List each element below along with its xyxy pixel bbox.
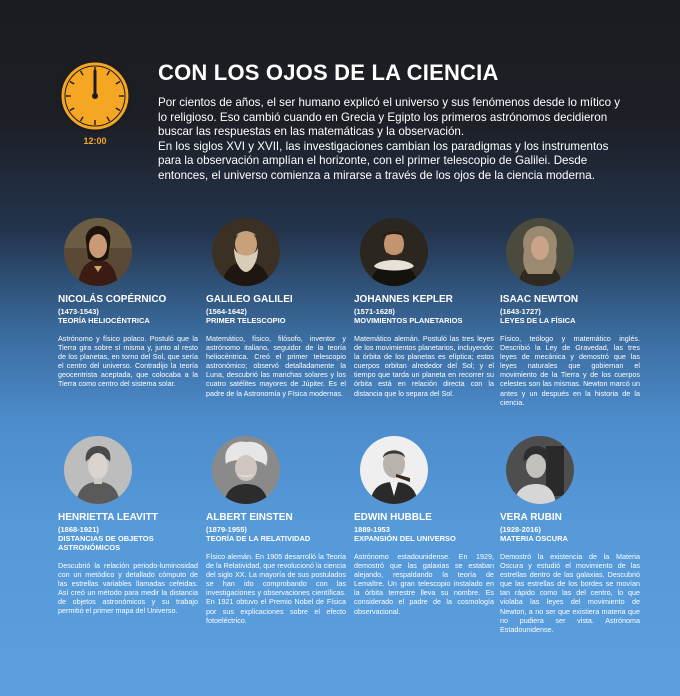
intro-paragraph-1: Por cientos de años, el ser humano explicó el universo y sus fenómenos desde lo mítico y lo religioso. Eso cambió cuando en Grecia y Egipto los primeros astrónomos decidieron buscar las respuestas en las matemáticas y la observación. [158,96,621,139]
scientist-card-einstein [206,436,346,625]
scientist-card-copernicus [58,218,198,389]
scientist-name: JOHANNES KEPLER [354,294,453,305]
scientist-dates: (1643-1727) [500,307,541,316]
scientist-field: TEORÍA HELIOCÉNTRICA [58,316,150,325]
scientist-field: EXPANSIÓN DEL UNIVERSO [354,534,456,543]
scientist-name: NICOLÁS COPÉRNICO [58,294,167,305]
scientist-field: MOVIMIENTOS PLANETARIOS [354,316,463,325]
scientist-field: TEORÍA DE LA RELATIVIDAD [206,534,311,543]
clock-icon [57,58,133,134]
scientist-card-rubin [500,436,640,634]
newton-portrait-icon [506,218,574,286]
galileo-portrait-icon [212,218,280,286]
hubble-portrait-icon [360,436,428,504]
intro-paragraph-2: En los siglos XVI y XVII, las investigaciones cambian los paradigmas y los instrumentos para la observación amplían el horizonte, con el primer telescopio de Galilei. Desde entonces, el universo comienza a mirarse a través de los ojos de la ciencia moderna. [158,139,609,182]
scientist-dates: (1928-2016) [500,525,541,534]
scientist-bio: Demostró la existencia de la Materia Oscura y estudió el movimiento de las estrellas dentro de las galaxias. Descubrió que las estrellas de los bordes se movían tan rápido como las del centro, lo que violaba las leyes del movimiento de Newton, a no ser que existiera materia que no pudiera ser vista. Astrónoma Estadounidense. [500,552,640,634]
scientist-name: EDWIN HUBBLE [354,512,432,523]
scientist-name: HENRIETTA LEAVITT [58,512,158,523]
scientist-name: ALBERT EINSTEN [206,512,293,523]
scientist-bio: Astrónomo y físico polaco. Postuló que la Tierra gira sobre sí misma y, junto al resto de los planetas, en torno del Sol, que sería el centro del universo. Contradijo la teoría geocentrista aceptada, que colocaba a la Tierra como centro del sistema solar. [58,334,198,389]
scientist-dates: (1868-1921) [58,525,99,534]
scientist-bio: Físico, teólogo y matemático inglés. Describió la Ley de Gravedad, las tres leyes de mecánica y demostró que las leyes naturales que gobiernan el movimiento de la Tierra y de los cuerpos celestes son las mismas. Newton marcó un antes y un después en la historia de la ciencia. [500,334,640,407]
scientist-bio: Descubrió la relación periodo-luminosidad con un metódico y detallado cómputo de las estrellas variables llamadas cefeidas. Así creó un método para medir la distancia de objetos astronómicos y su trabajo permitió el primer mapa del Universo. [58,561,198,616]
kepler-portrait-icon [360,218,428,286]
scientist-field: PRIMER TELESCOPIO [206,316,286,325]
scientist-bio: Físico alemán. En 1905 desarrolló la Teoría de la Relatividad, que revolucionó la ciencia del siglo XX. La mayoría de sus postulados se han ido comprobando con las investigaciones y observaciones científicas. En 1921 obtuvo el Premio Nobel de Física por sus explicaciones sobre el efecto fotoeléctrico. [206,552,346,625]
scientist-card-kepler [354,218,494,398]
scientist-dates: (1564-1642) [206,307,247,316]
scientist-bio: Matemático, físico, filósofo, inventor y astrónomo italiano, seguidor de la teoría heliocéntrica. Creó el primer telescopio astronómico; observó detalladamente la Luna, descubrió las manchas solares y los cuatro satélites mayores de Júpiter. Es el padre de la Astronomía y Física modernas. [206,334,346,398]
scientist-name: VERA RUBIN [500,512,562,523]
leavitt-portrait-icon [64,436,132,504]
scientist-field: MATERIA OSCURA [500,534,568,543]
scientist-card-leavitt [58,436,198,616]
scientist-dates: 1889-1953 [354,525,390,534]
scientist-card-newton [500,218,640,407]
rubin-portrait-icon [506,436,574,504]
scientist-field: DISTANCIAS DE OBJETOS ASTRONÓMICOS [58,534,154,552]
copernicus-portrait-icon [64,218,132,286]
clock-time-label: 12:00 [83,136,107,146]
scientist-dates: (1473-1543) [58,307,99,316]
scientist-dates: (1571-1628) [354,307,395,316]
scientist-dates: (1879-1955) [206,525,247,534]
scientist-name: ISAAC NEWTON [500,294,579,305]
scientist-bio: Matemático alemán. Postuló las tres leyes de los movimientos planetarios, incluyendo: la órbita de los planetas es elíptica; estos cuerpos orbitan alrededor del Sol; y el tiempo que tarda un planeta en recorrer su órbita está en relación directa con la distancia que lo separa del Sol. [354,334,494,398]
scientist-card-hubble [354,436,494,616]
scientist-bio: Astrónomo estadounidense. En 1929, demostró que las galaxias se estaban alejando, respaldando la teoría de Lemaître. Un gran telescopio instalado en la órbita terrestre lleva su nombre. Es considerado el padre de la cosmología observacional. [354,552,494,616]
intro-text [158,96,628,184]
page-title: CON LOS OJOS DE LA CIENCIA [158,60,499,85]
scientist-field: LEYES DE LA FÍSICA [500,316,576,325]
einstein-portrait-icon [212,436,280,504]
scientist-name: GALILEO GALILEI [206,294,293,305]
scientist-card-galileo [206,218,346,398]
